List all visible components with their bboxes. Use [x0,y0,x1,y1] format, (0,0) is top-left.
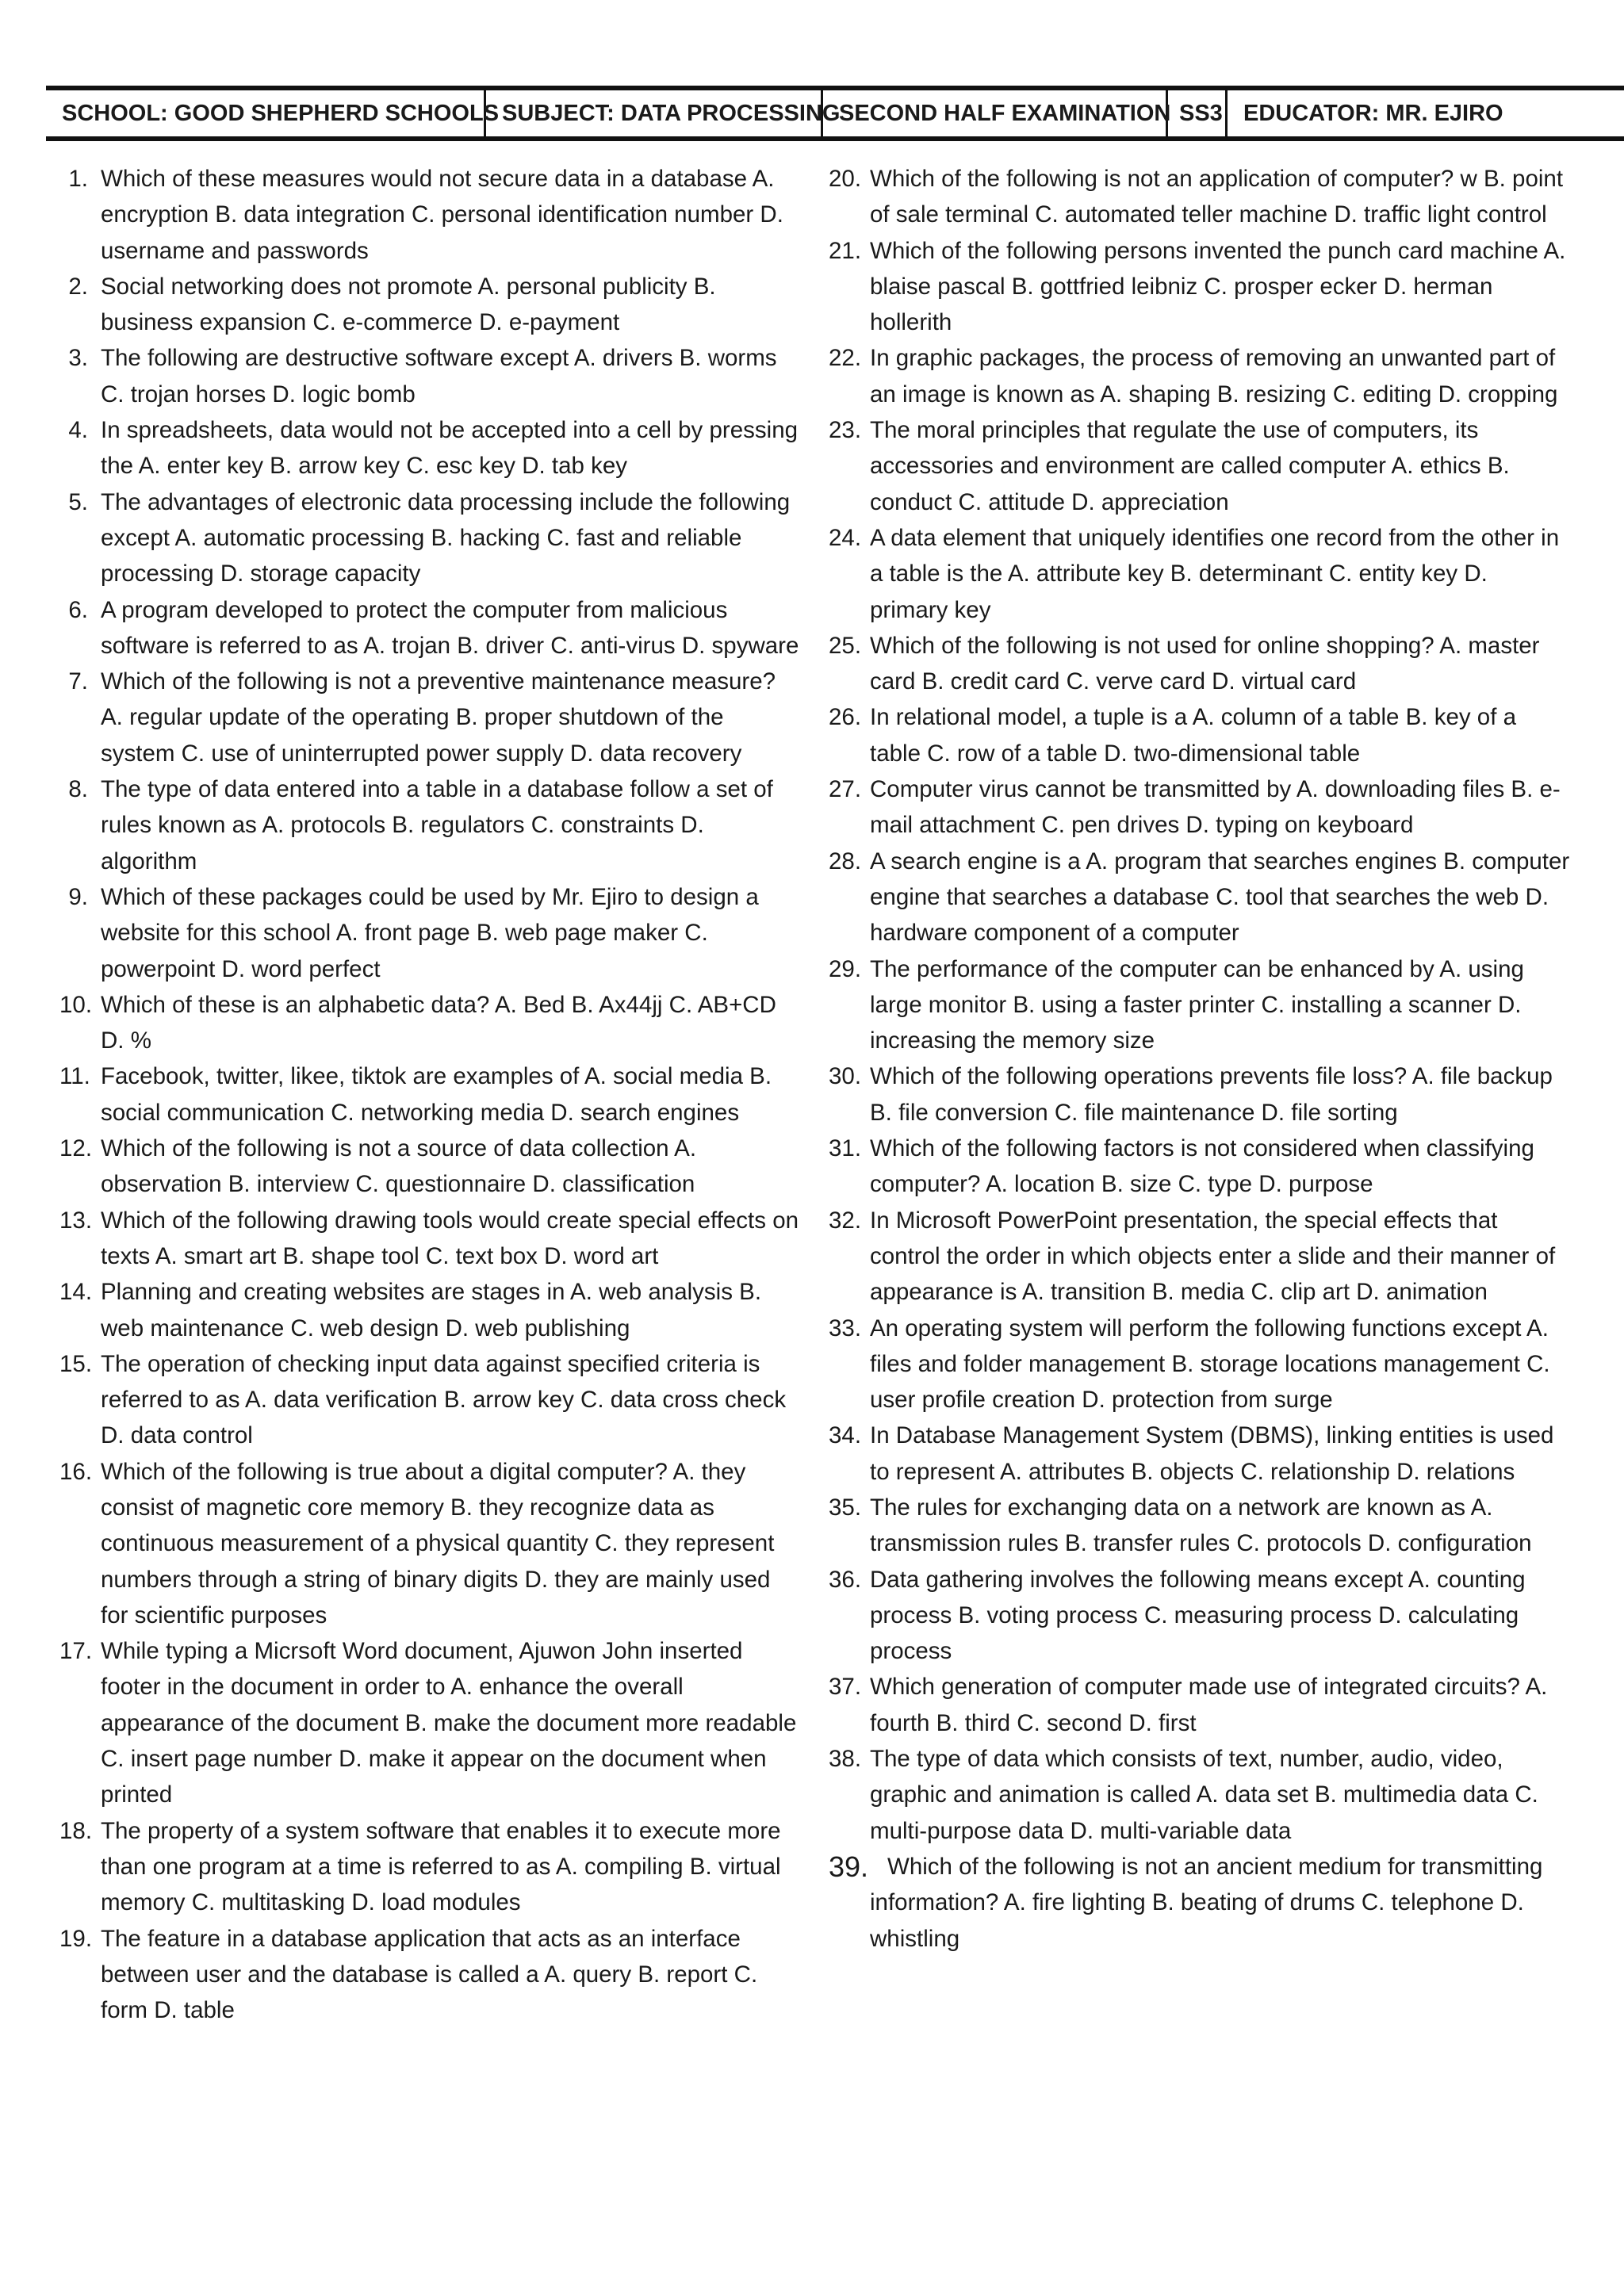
question-number: 20. [829,166,862,192]
question-text: Facebook, twitter, likee, tiktok are examples of A. social media B. social communication C. networking media D. search engines [101,1063,772,1126]
question-number: 31. [829,1135,862,1162]
question-text: In spreadsheets, data would not be accepted into a cell by pressing the A. enter key B. arrow key C. esc key D. tab key [101,417,799,480]
question-item [59,1454,801,1633]
question-number: 39. [829,1850,869,1883]
question-item [829,1058,1570,1131]
question-item [829,699,1570,771]
question-text: Which of these is an alphabetic data? A. Bed B. Ax44jj C. AB+CD D. % [101,991,776,1054]
question-text: Which of the following is not used for online shopping? A. master card B. credit card C. verve card D. virtual card [870,632,1540,695]
question-number: 28. [829,848,862,874]
questions-right-column [829,161,1570,1957]
question-text: The following are destructive software except A. drivers B. worms C. trojan horses D. logic bomb [101,345,777,408]
question-item [59,1131,801,1203]
question-item [829,520,1570,628]
school-name: SCHOOL: GOOD SHEPHERD SCHOOLS [46,90,486,136]
question-text: The feature in a database application that acts as an interface between user and the database is called a A. query B. report C. form D. table [101,1925,758,2024]
question-text: Which of the following is not a preventive maintenance measure? A. regular update of the operating B. proper shutdown of the system C. use of uninterrupted power supply D. data recovery [101,668,776,767]
question-number: 27. [829,776,862,803]
question-text: Which of the following is not an application of computer? w B. point of sale terminal C. automated teller machine D. traffic light control [870,166,1564,228]
question-text: In Database Management System (DBMS), linking entities is used to represent A. attributes B. objects C. relationship D. relations [870,1422,1554,1485]
question-item [829,1131,1570,1203]
question-text: While typing a Micrsoft Word document, Ajuwon John inserted footer in the document in order to A. enhance the overall appearance of the document B. make the document more readable C. insert page number D. make it appear on the document when printed [101,1638,797,1808]
question-number: 30. [829,1063,862,1090]
question-number: 21. [829,237,862,264]
question-item [59,484,801,592]
question-item [59,1633,801,1812]
question-number: 5. [68,488,88,515]
question-number: 36. [829,1566,862,1593]
question-text: An operating system will perform the following functions except A. files and folder management B. storage locations management C. user profile creation D. protection from surge [870,1314,1550,1414]
question-item [59,412,801,484]
question-text: Social networking does not promote A. personal publicity B. business expansion C. e-commerce D. e-payment [101,273,716,336]
questions-left-column [59,161,801,2028]
question-number: 6. [68,596,88,623]
question-text: Which of these packages could be used by Mr. Ejiro to design a website for this school A. front page B. web page maker C. powerpoint D. word perfect [101,883,759,982]
question-item [829,1741,1570,1849]
question-text: Which of the following drawing tools would create special effects on texts A. smart art B. shape tool C. text box D. word art [101,1207,799,1269]
question-item [59,1203,801,1275]
question-text: Which of the following persons invented the punch card machine A. blaise pascal B. gottfried leibniz C. prosper ecker D. herman hollerith [870,237,1566,336]
question-item [59,269,801,341]
question-item [829,1203,1570,1311]
educator-name: EDUCATOR: MR. EJIRO [1243,100,1503,126]
question-text: The property of a system software that enables it to execute more than one program at a time is referred to as A. compiling B. virtual memory C. multitasking D. load modules [101,1817,781,1916]
question-text: The performance of the computer can be enhanced by A. using large monitor B. using a faster printer C. installing a scanner D. increasing the memory size [870,955,1524,1054]
question-item [59,987,801,1059]
question-number: 8. [68,776,88,803]
question-number: 9. [68,883,88,910]
question-text: The operation of checking input data against specified criteria is referred to as A. data verification B. arrow key C. data cross check D. data control [101,1350,787,1449]
question-number: 38. [829,1746,862,1773]
question-number: 3. [68,345,88,372]
question-item [829,1849,1570,1957]
question-text: In Microsoft PowerPoint presentation, the special effects that control the order in which objects enter a slide and their manner of appearance is A. transition B. media C. clip art D. animation [870,1207,1556,1306]
question-text: Which of these measures would not secure data in a database A. encryption B. data integration C. personal identification number D. username and passwords [101,166,783,264]
question-text: Which of the following is not an ancient medium for transmitting information? A. fire lighting B. beating of drums C. telephone D. whistling [870,1853,1543,1952]
question-text: Which of the following is not a source of data collection A. observation B. interview C. questionnaire D. classification [101,1135,697,1198]
question-item [829,844,1570,951]
question-item [829,1418,1570,1490]
question-text: The advantages of electronic data processing include the following except A. automatic processing B. hacking C. fast and reliable processing D. storage capacity [101,488,791,587]
question-number: 25. [829,632,862,659]
question-text: In graphic packages, the process of removing an unwanted part of an image is known as A. shaping B. resizing C. editing D. cropping [870,345,1558,408]
question-text: A search engine is a A. program that searches engines B. computer engine that searches a database C. tool that searches the web D. hardware component of a computer [870,848,1570,947]
question-item [59,592,801,664]
question-item [829,771,1570,844]
question-number: 35. [829,1494,862,1521]
question-number: 13. [59,1207,93,1234]
question-number: 11. [59,1063,90,1090]
question-text: Which of the following is true about a digital computer? A. they consist of magnetic core memory B. they recognize data as continuous measurement of a physical quantity C. they represent numbers through a string of binary digits D. they are mainly used for scientific purposes [101,1458,775,1628]
question-number: 1. [68,166,88,192]
question-number: 4. [68,417,88,444]
question-item [829,1490,1570,1562]
question-number: 26. [829,704,862,731]
question-item [59,664,801,771]
question-text: Computer virus cannot be transmitted by A. downloading files B. e-mail attachment C. pen drives D. typing on keyboard [870,776,1561,839]
question-text: The type of data entered into a table in a database follow a set of rules known as A. protocols B. regulators C. constraints D. algorithm [101,776,773,874]
question-number: 32. [829,1207,862,1234]
question-text: In relational model, a tuple is a A. column of a table B. key of a table C. row of a table D. two-dimensional table [870,704,1516,767]
question-number: 14. [59,1279,93,1306]
question-item [829,412,1570,520]
question-text: The moral principles that regulate the use of computers, its accessories and environment are called computer A. ethics B. conduct C. attitude D. appreciation [870,417,1510,515]
question-item [829,951,1570,1059]
question-number: 24. [829,524,862,551]
question-item [59,1921,801,2029]
class-level: SS3 [1168,90,1228,136]
question-number: 34. [829,1422,862,1449]
subject-name: SUBJECT: DATA PROCESSING [486,90,823,136]
question-number: 29. [829,955,862,982]
question-number: 19. [59,1925,93,1952]
question-text: The rules for exchanging data on a network are known as A. transmission rules B. transfer rules C. protocols D. configuration [870,1494,1532,1557]
question-item [59,879,801,987]
question-number: 10. [59,991,93,1018]
question-item [59,161,801,269]
question-item [59,340,801,412]
question-number: 7. [68,668,88,695]
question-number: 16. [59,1458,93,1485]
question-item [59,1346,801,1454]
question-number: 2. [68,273,88,300]
question-item [59,1813,801,1921]
exam-title: SECOND HALF EXAMINATION [823,90,1168,136]
question-number: 12. [59,1135,93,1162]
question-number: 17. [59,1638,93,1665]
exam-header [46,86,1624,141]
question-item [59,1058,801,1131]
question-text: Which generation of computer made use of integrated circuits? A. fourth B. third C. second D. first [870,1674,1548,1736]
question-text: Data gathering involves the following means except A. counting process B. voting process C. measuring process D. calculating process [870,1566,1526,1665]
question-number: 37. [829,1674,862,1701]
question-text: A program developed to protect the computer from malicious software is referred to as A. trojan B. driver C. anti-virus D. spyware [101,596,799,659]
question-item [829,1562,1570,1670]
question-item [829,161,1570,233]
question-text: Planning and creating websites are stages in A. web analysis B. web maintenance C. web design D. web publishing [101,1279,762,1341]
question-text: A data element that uniquely identifies one record from the other in a table is the A. attribute key B. determinant C. entity key D. primary key [870,524,1560,623]
question-item [59,771,801,879]
question-number: 23. [829,417,862,444]
question-number: 15. [59,1350,93,1377]
question-text: The type of data which consists of text, number, audio, video, graphic and animation is called A. data set B. multimedia data C. multi-purpose data D. multi-variable data [870,1746,1538,1844]
question-item [829,628,1570,700]
question-item [829,340,1570,412]
question-number: 18. [59,1817,93,1844]
question-item [829,233,1570,341]
question-text: Which of the following operations prevents file loss? A. file backup B. file conversion C. file maintenance D. file sorting [870,1063,1553,1126]
question-item [829,1311,1570,1418]
question-text: Which of the following factors is not considered when classifying computer? A. location B. size C. type D. purpose [870,1135,1534,1198]
question-number: 22. [829,345,862,372]
question-number: 33. [829,1314,862,1341]
question-item [59,1274,801,1346]
question-item [829,1669,1570,1741]
